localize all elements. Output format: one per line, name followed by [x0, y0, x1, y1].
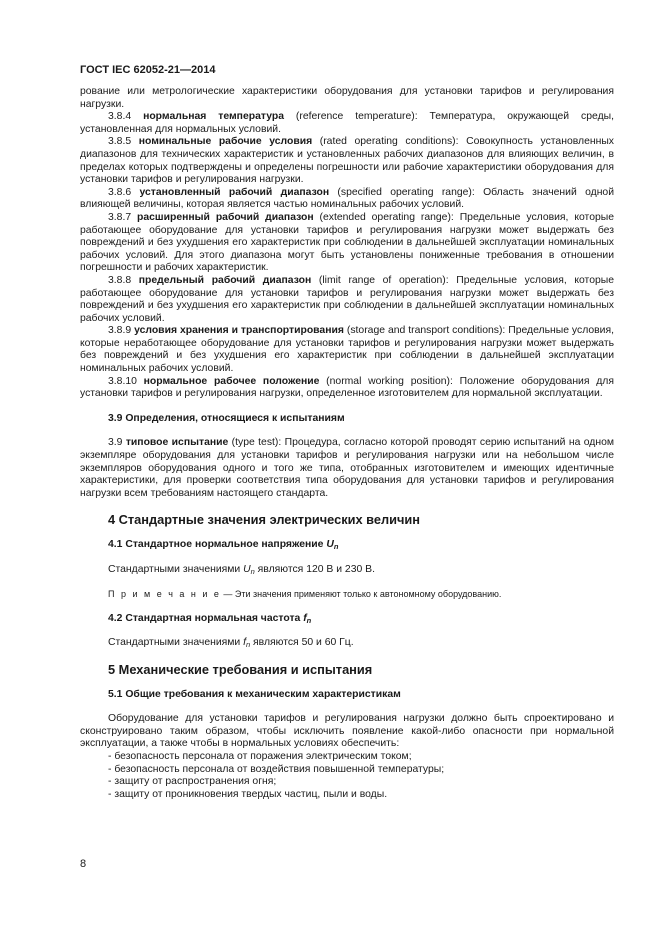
term: номинальные рабочие условия [138, 136, 313, 148]
paragraph-5-1: Оборудование для установки тарифов и регулирования нагрузки должно быть спроектировано и сконструировано таким образом, чтобы исключить появление какой-либо опасности при нормальной эксплуатации, а также чтобы в нормальных условиях обеспечить: [80, 713, 614, 750]
term: условия хранения и транспортирования [134, 325, 344, 337]
paragraph-4-1: Стандартными значениями $U_n$ являются 120 В и 230 В. [108, 563, 375, 576]
definition-3-8-8: 3.8.8 предельный рабочий диапазон (limit range of operation): Предельные условия, которые работающее оборудование для установки тарифов и регулирования нагрузки может выдержать без повреждений и без ухудшения его характеристик при соблюдении в дальнейшей эксплуатации номинальных рабочих условий. [80, 274, 614, 324]
definition-3-8-7: 3.8.7 расширенный рабочий диапазон (extended operating range): Предельные условия, которые работающее оборудование для установки тарифов и регулирования нагрузки может выдержать без повреждений и без ухудшения его характеристик при соблюдении в дальнейшей эксплуатации номинальных рабочих условий. Для этого диапазона могут быть установлены пониженные требования в отношении погрешности и рабочих характеристик. [80, 211, 614, 274]
term: нормальная температура [143, 111, 284, 123]
section-heading-3-9: 3.9 Определения, относящиеся к испытаниям [108, 412, 345, 424]
document-header: ГОСТ IEC 62052-21—2014 [80, 64, 216, 76]
section-heading-4-1: 4.1 Стандартное нормальное напряжение $U_n$ [108, 539, 339, 551]
definition-3-8-4: 3.8.4 нормальная температура (reference temperature): Температура, окружающей среды, установленная для нормальных условий. [80, 111, 614, 135]
definition-3-9: 3.9 типовое испытание (type test): Процедура, согласно которой проводят серию испытаний на одном экземпляре оборудования для установки тарифов и регулирования нагрузки или на небольшом числе экземпляров оборудования одного и того же типа, отобранных изготовителем и имеющих идентичные характеристики, для проверки соответствия типа оборудования для установки тарифов и регулирования нагрузки всем требованиям настоящего стандарта. [80, 437, 614, 499]
note: П р и м е ч а н и е — Эти значения применяют только к автономному оборудованию. [108, 589, 502, 600]
requirements-list [80, 751, 614, 801]
paragraph-continuation: рование или метрологические характеристики оборудования для установки тарифов и регулирования нагрузки. [80, 86, 614, 110]
definition-3-8-5: 3.8.5 номинальные рабочие условия (rated operating conditions): Совокупность установленных диапазонов для технических характеристик и установленных рабочих диапазонов для влияющих величин, в пределах которых подтверждены и определены погрешности или рабочие характеристики оборудования для установки тарифов и регулирования нагрузки. [80, 136, 614, 186]
section-heading-4-2: 4.2 Стандартная нормальная частота $f_n$ [108, 612, 312, 625]
term: установленный рабочий диапазон [139, 186, 330, 198]
definition-3-8-9: 3.8.9 условия хранения и транспортирования (storage and transport conditions): Предельные условия, которые неработающее оборудование для установки тарифов и регулирования нагрузки может выдержать без повреждений и без ухудшения его характеристик при соблюдении в дальнейшей эксплуатации номинальных рабочих условий. [80, 325, 615, 375]
term: типовое испытание [125, 437, 229, 449]
term: расширенный рабочий диапазон [137, 211, 314, 223]
document-body [80, 86, 614, 801]
term: нормальное рабочее положение [143, 375, 320, 387]
list-item: - защиту от распространения огня; [108, 776, 277, 788]
list-item: - безопасность персонала от воздействия повышенной температуры; [108, 763, 445, 775]
page-number: 8 [80, 858, 87, 870]
list-item: - безопасность персонала от поражения электрическим током; [108, 750, 412, 762]
section-heading-5-1: 5.1 Общие требования к механическим характеристикам [108, 688, 401, 700]
definition-3-8-10: 3.8.10 нормальное рабочее положение (normal working position): Положение оборудования для установки тарифов и регулирования нагрузки, определенное изготовителем для нормальной эксплуатации. [80, 375, 614, 400]
section-heading-5: 5 Механические требования и испытания [108, 661, 373, 677]
note-label: П р и м е ч а н и е [108, 589, 221, 600]
paragraph-4-2: Стандартными значениями $f_n$ являются 50 и 60 Гц. [108, 637, 354, 650]
section-heading-4: 4 Стандартные значения электрических величин [108, 512, 421, 528]
definition-3-8-6: 3.8.6 установленный рабочий диапазон (specified operating range): Область значений одной влияющей величины, которая является частью номинальных рабочих условий. [80, 186, 615, 211]
term: предельный рабочий диапазон [138, 274, 312, 286]
list-item: - защиту от проникновения твердых частиц, пыли и воды. [108, 788, 388, 800]
